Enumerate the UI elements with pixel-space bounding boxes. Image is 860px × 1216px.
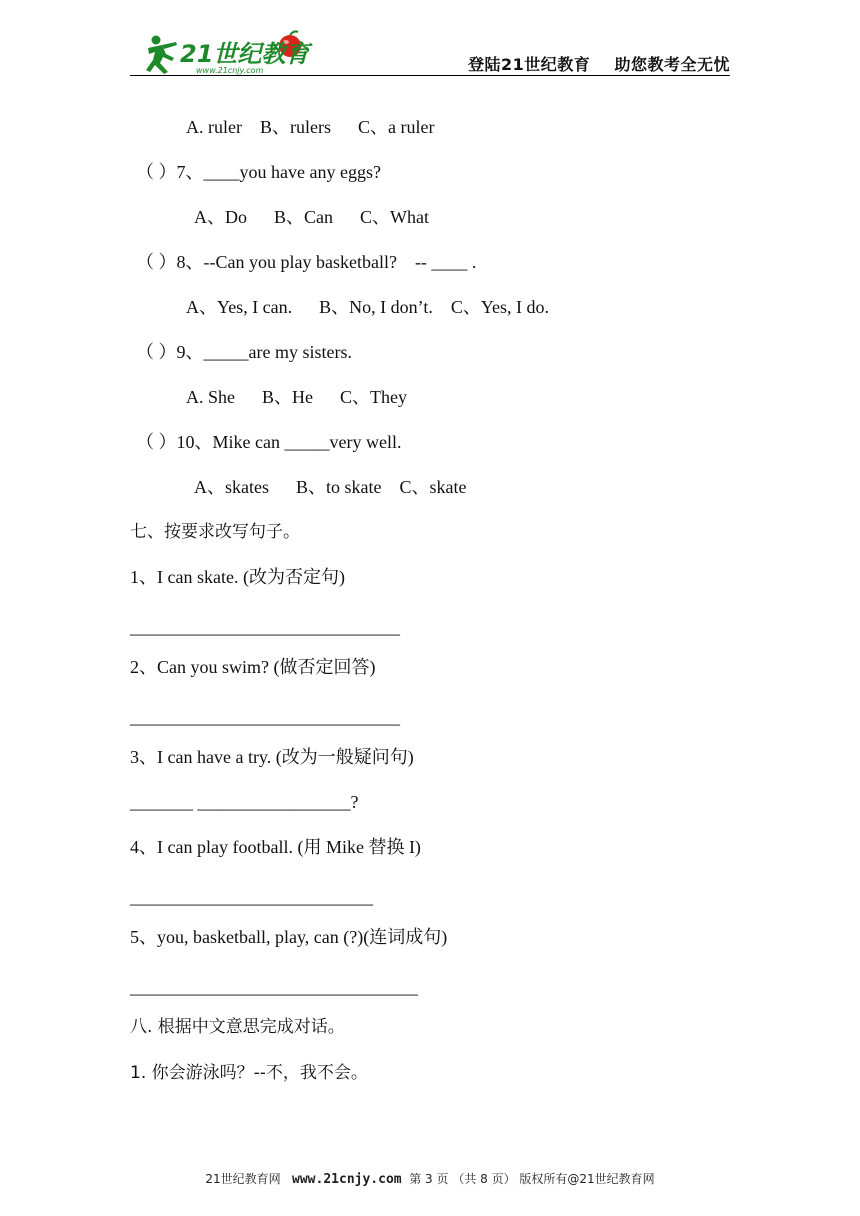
q7-options: A、Do B、Can C、What: [194, 207, 429, 227]
footer-page-info: 第 3 页 （共 8 页） 版权所有@21世纪教育网: [401, 1172, 655, 1186]
q6-options: A. ruler B、rulers C、a ruler: [186, 117, 435, 137]
footer-site-name: 21世纪教育网: [205, 1172, 293, 1186]
rewrite-item-1: 1、I can skate. (改为否定句): [130, 567, 345, 587]
q10-options: A、skates B、to skate C、skate: [194, 477, 467, 497]
page-header: [0, 0, 860, 80]
q8-question: （ ）8、--Can you play basketball? -- ____ .: [136, 252, 477, 272]
runner-icon: [146, 36, 177, 75]
rewrite-item-5: 5、you, basketball, play, can (?)(连词成句): [130, 927, 448, 947]
section-7-heading: 七、按要求改写句子。: [130, 522, 300, 542]
answer-line-3: _______ _________________?: [130, 792, 359, 812]
site-logo: [140, 30, 315, 76]
logo-text: 21世纪教育: [180, 40, 310, 68]
q9-options: A. She B、He C、They: [186, 387, 407, 407]
q8-options: A、Yes, I can. B、No, I don’t. C、Yes, I do.: [186, 297, 550, 317]
header-divider: [130, 75, 730, 76]
answer-line-4: ___________________________: [130, 887, 373, 907]
answer-line-1: ______________________________: [130, 617, 400, 637]
rewrite-item-3: 3、I can have a try. (改为一般疑问句): [130, 747, 414, 767]
logo-url: www.21cnjy.com: [196, 66, 264, 75]
q7-question: （ ）7、____you have any eggs?: [136, 162, 381, 182]
q9-question: （ ）9、_____are my sisters.: [136, 342, 352, 362]
section-8-heading: 八. 根据中文意思完成对话。: [130, 1017, 345, 1037]
q10-question: （ ）10、Mike can _____very well.: [136, 432, 402, 452]
answer-line-2: ______________________________: [130, 707, 400, 727]
dialogue-item-1: 1. 你会游泳吗？--不，我不会。: [130, 1063, 368, 1083]
page-footer: [0, 1170, 860, 1187]
logo-graphic: [140, 30, 315, 76]
rewrite-item-2: 2、Can you swim? (做否定回答): [130, 657, 376, 677]
footer-url: www.21cnjy.com: [292, 1172, 402, 1187]
answer-line-5: ________________________________: [130, 977, 418, 997]
rewrite-item-4: 4、I can play football. (用 Mike 替换 I): [130, 837, 421, 857]
header-slogan: 登陆21世纪教育 助您教考全无忧: [467, 55, 730, 74]
